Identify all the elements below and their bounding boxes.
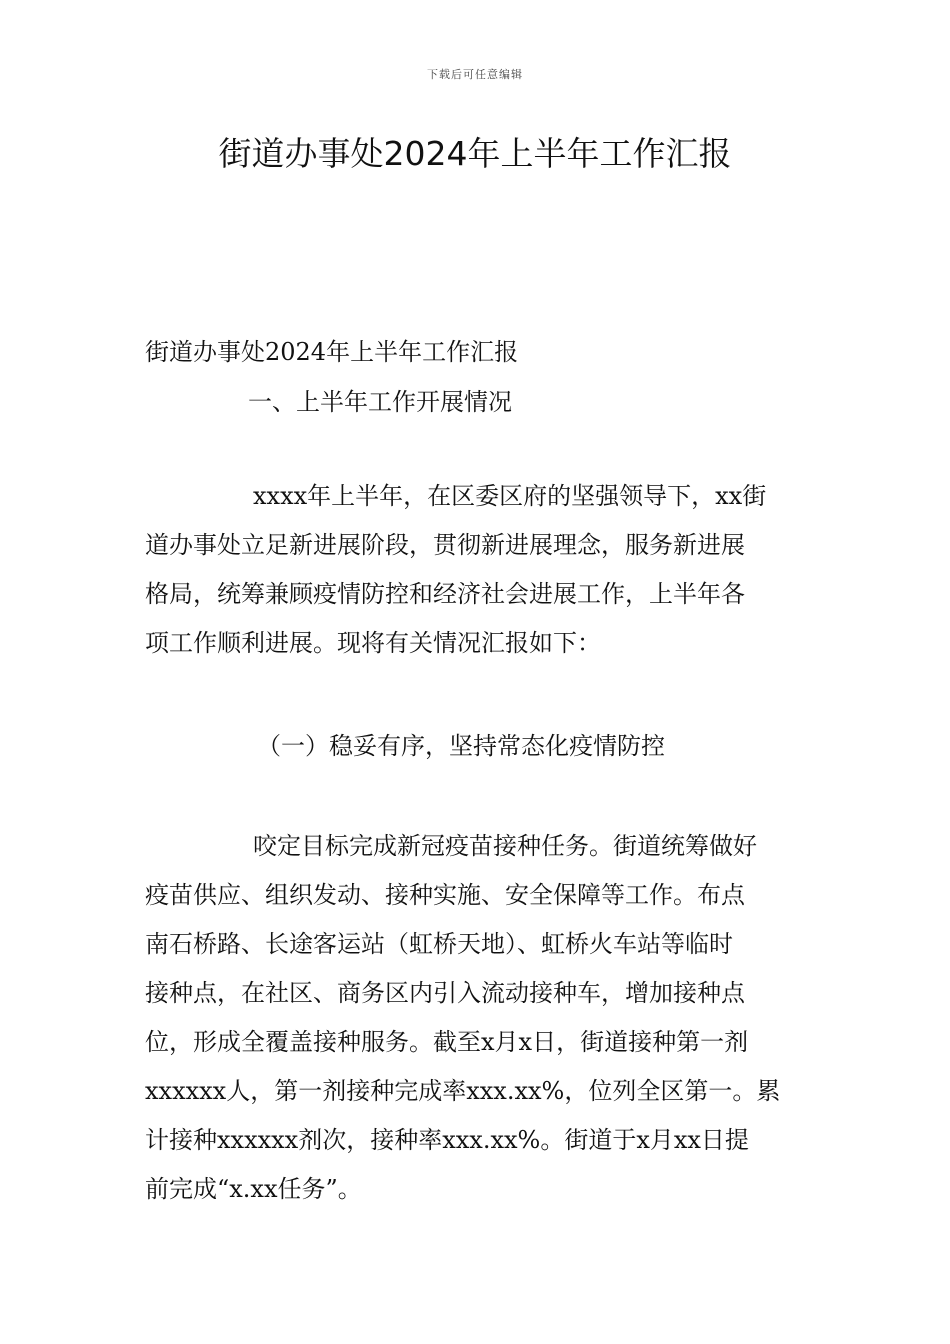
- intro-paragraph: [145, 472, 810, 668]
- paragraph-line: 道办事处立足新进展阶段，贯彻新进展理念，服务新进展: [145, 531, 745, 559]
- paragraph-line: xxxx年上半年，在区委区府的坚强领导下，xx街: [253, 482, 767, 510]
- document-title: 街道办事处2024年上半年工作汇报: [218, 134, 732, 173]
- section-heading-line: 一、上半年工作开展情况: [248, 388, 512, 416]
- paragraph-line: 接种点，在社区、商务区内引入流动接种车，增加接种点: [145, 979, 745, 1007]
- subsection-heading-line: （一）稳妥有序，坚持常态化疫情防控: [257, 732, 665, 760]
- paragraph-line: 南石桥路、长途客运站（虹桥天地）、虹桥火车站等临时: [145, 930, 733, 958]
- paragraph-line: 计接种xxxxxx剂次，接种率xxx.xx%。街道于x月xx日提: [145, 1126, 749, 1154]
- paragraph-line: 咬定目标完成新冠疫苗接种任务。街道统筹做好: [253, 832, 757, 860]
- subsection-heading: [257, 722, 817, 771]
- document-subtitle: [145, 328, 810, 377]
- section-heading: [248, 378, 808, 427]
- paragraph-line: 项工作顺利进展。现将有关情况汇报如下：: [145, 629, 601, 657]
- paragraph-line: xxxxxx人，第一剂接种完成率xxx.xx%，位列全区第一。累: [145, 1077, 781, 1105]
- header-note: 下载后可任意编辑: [427, 68, 523, 81]
- paragraph-line: 前完成“x.xx任务”。: [145, 1175, 362, 1203]
- paragraph-line: 疫苗供应、组织发动、接种实施、安全保障等工作。布点: [145, 881, 745, 909]
- subtitle-line: 街道办事处2024年上半年工作汇报: [145, 338, 519, 366]
- paragraph-line: 格局，统筹兼顾疫情防控和经济社会进展工作，上半年各: [145, 580, 745, 608]
- vaccine-paragraph: [145, 822, 810, 1214]
- paragraph-line: 位，形成全覆盖接种服务。截至x月x日，街道接种第一剂: [145, 1028, 749, 1056]
